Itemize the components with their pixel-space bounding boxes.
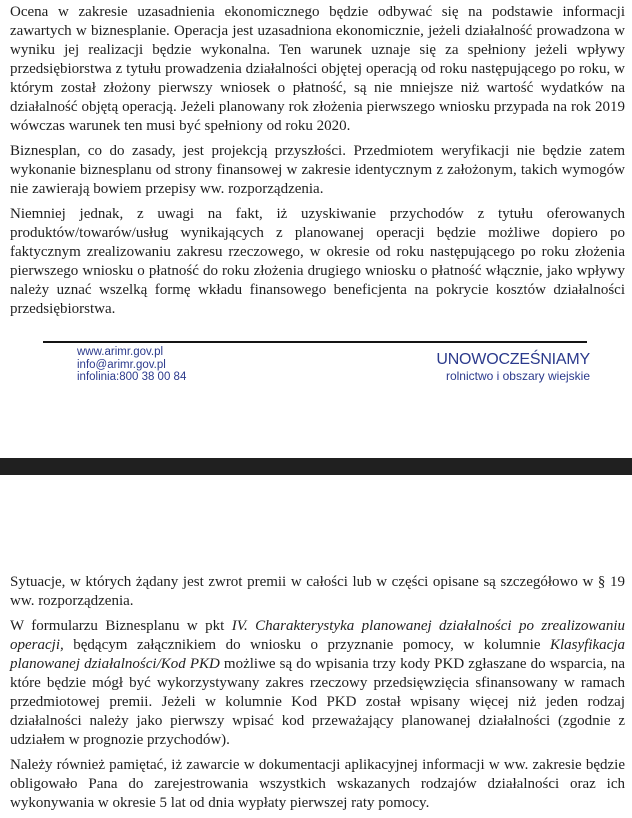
formularz-segment-italic-2: Klasyfikacja planowanej działalności/Kod PKD bbox=[10, 637, 625, 672]
page1-text-block bbox=[10, 3, 625, 325]
paragraph-formularz-biznesplanu bbox=[10, 617, 625, 750]
formularz-segment-normal-2: będącym załącznikiem do wniosku o przyznanie pomocy, w kolumnie bbox=[63, 637, 550, 653]
paragraph-nalezy-pamietac: Należy również pamiętać, iż zawarcie w dokumentacji aplikacyjnej informacji w ww. zakresie będzie obligowało Pana do zarejestrowania wszystkich wskazanych rodzajów działalności oraz ich wykonywania w okresie 5 lat od dnia wypłaty pierwszej raty pomocy. bbox=[10, 757, 625, 811]
formularz-segment-normal-1: W formularzu Biznesplanu w pkt bbox=[10, 618, 232, 634]
paragraph-ocena-ekonomiczna: Ocena w zakresie uzasadnienia ekonomicznego będzie odbywać się na podstawie informacji zawartych w biznesplanie. Operacja jest uzasadniona ekonomicznie, jeżeli działalność prowadzona w wyniku jej realizacji będzie wykonalna. Ten warunek uznaje się za spełniony jeżeli wpływy przedsiębiorstwa z tytułu prowadzenia działalności objętej operacją od roku następującego po roku, w którym został złożony pierwszy wniosek o płatność, są nie mniejsze niż wartość wydatków na działalność objętą operacją. Jeżeli planowany rok złożenia pierwszego wniosku przypada na rok 2019 wówczas warunek ten musi być spełniony od roku 2020. bbox=[10, 4, 625, 134]
paragraph-niemniej-jednak: Niemniej jednak, z uwagi na fakt, iż uzyskiwanie przychodów z tytułu oferowanych produktów/towarów/usług wynikających z planowanej operacji będzie możliwe dopiero po faktycznym zrealizowaniu zakresu rzeczowego, w okresie od roku następującego po roku złożenia pierwszego wniosku o płatność do roku złożenia drugiego wniosku o płatność włącznie, jako wpływy należy uznać wszelką formę wkładu finansowego beneficjenta na pokrycie kosztów działalności przedsiębiorstwa. bbox=[10, 206, 625, 317]
paragraph-biznesplan-projekcja: Biznesplan, co do zasady, jest projekcją przyszłości. Przedmiotem weryfikacji nie będzie zatem wykonanie biznesplanu od strony finansowej w zakresie identycznym z założonym, takich wymogów nie zawierają bowiem przepisy ww. rozporządzenia. bbox=[10, 143, 625, 197]
footer-slogan-block bbox=[436, 351, 590, 383]
footer-slogan-sub: rolnictwo i obszary wiejskie bbox=[445, 369, 590, 383]
formularz-segment-normal-3: możliwe są do wpisania trzy kody PKD zgłaszane do wsparcia, na które będzie mógł być wykorzystywany zakres rzeczowy przedsięwzięcia sfinansowany w ramach przedmiotowej premii. Jeżeli w kolumnie Kod PKD został wpisany więcej niż jeden rodzaj działalności należy jako pierwszy wpisać kod przeważający planowanej działalności (zgodnie z udziałem w prognozie przychodów). bbox=[10, 656, 625, 748]
footer-email: info@arimr.gov.pl bbox=[77, 358, 166, 371]
formularz-segment-italic-1: IV. Charakterystyka planowanej działalności po zrealizowaniu operacji, bbox=[10, 618, 625, 653]
footer-infoline: infolinia:800 38 00 84 bbox=[77, 371, 187, 383]
page-separator-bar bbox=[0, 458, 632, 475]
footer-contact-block bbox=[77, 346, 186, 384]
page2-text-block bbox=[10, 573, 625, 818]
footer-website: www.arimr.gov.pl bbox=[77, 346, 164, 358]
paragraph-zwrot-premii: Sytuacje, w których żądany jest zwrot premii w całości lub w części opisane są szczegółowo w § 19 ww. rozporządzenia. bbox=[10, 574, 625, 609]
footer-slogan-main: UNOWOCZEŚNIAMY bbox=[436, 351, 590, 368]
footer-divider-line bbox=[43, 341, 587, 343]
